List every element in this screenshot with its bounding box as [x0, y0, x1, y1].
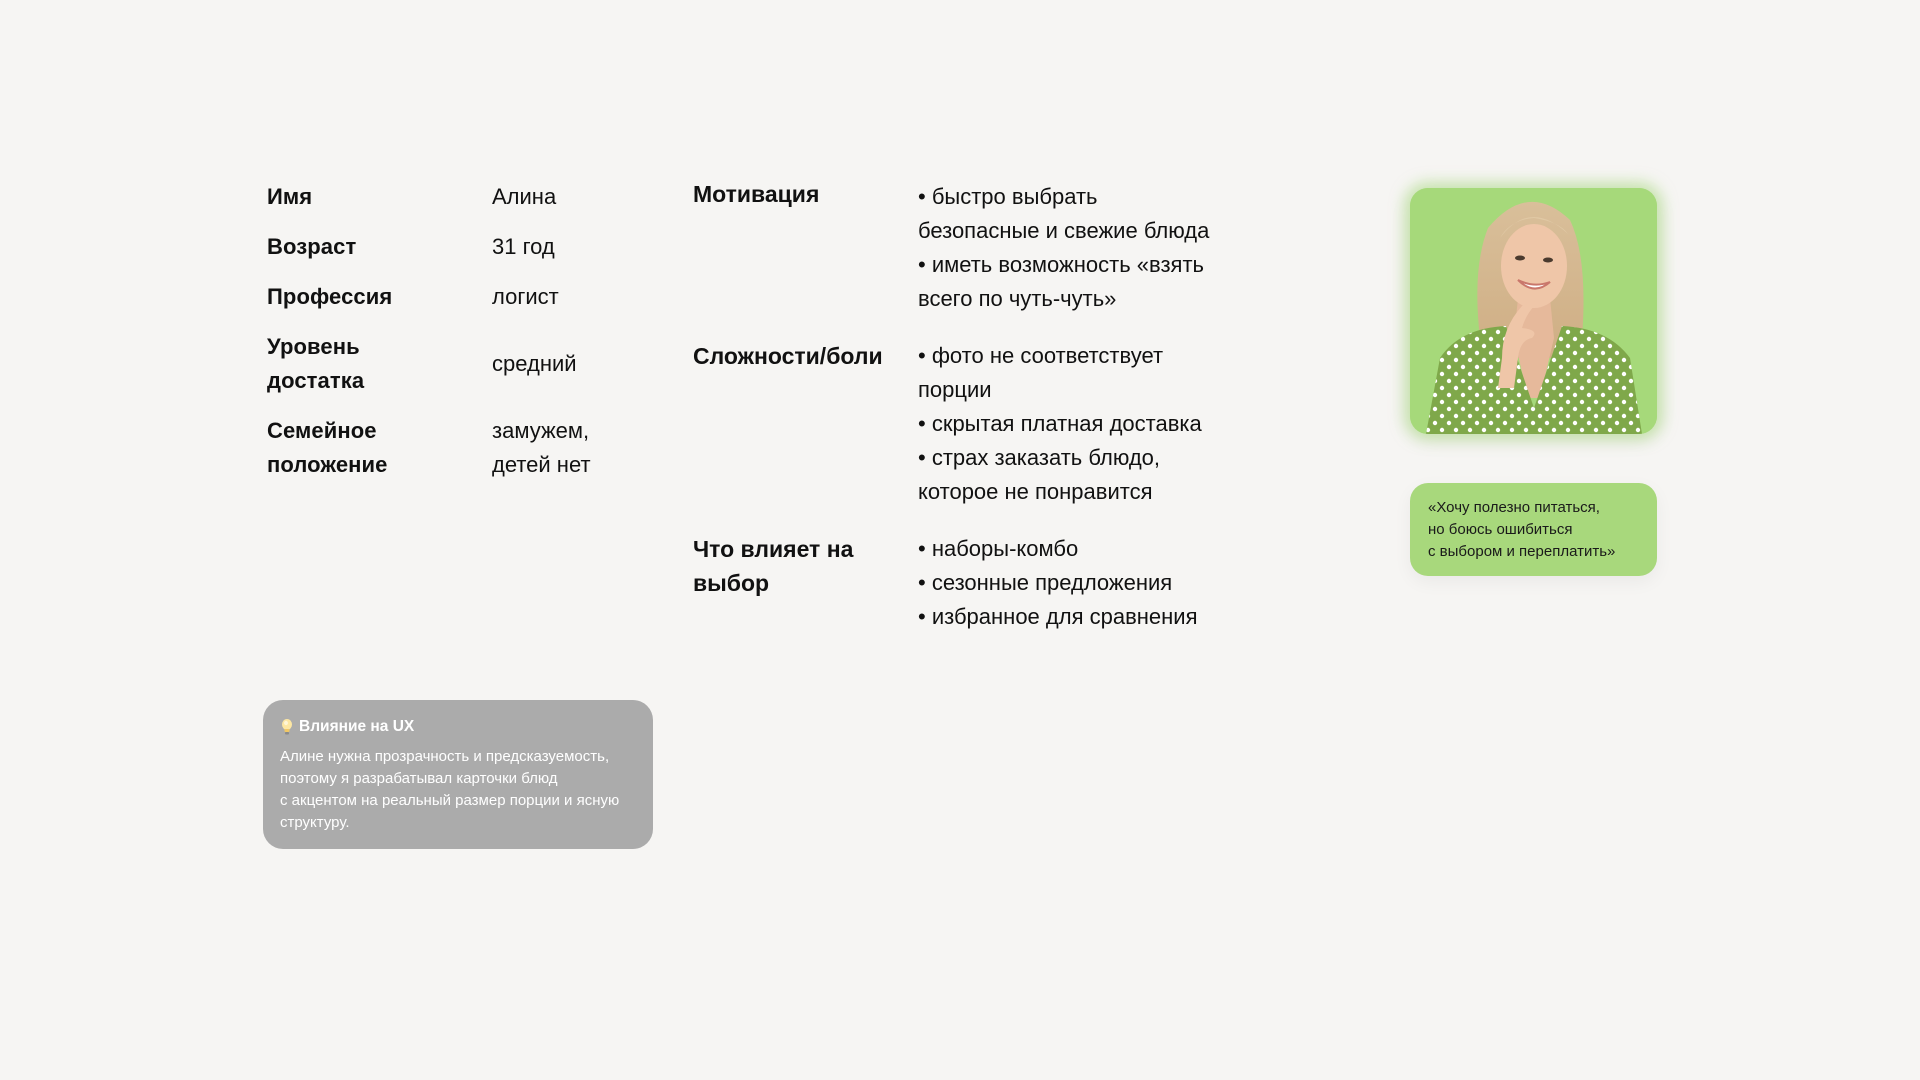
persona-attributes [693, 177, 1253, 657]
profile-table [267, 180, 627, 498]
profile-row-income [267, 330, 627, 398]
list-item: • быстро выбрать [918, 184, 1098, 209]
profile-value-line: замужем, [492, 418, 590, 443]
attribute-list [918, 180, 1228, 316]
list-item: • фото не соответствует [918, 343, 1164, 368]
attribute-title-line: Что влияет на [693, 536, 854, 562]
woman-portrait-image [1410, 188, 1657, 434]
ux-body-line: с акцентом на реальный размер порции и ясную [280, 792, 620, 809]
lightbulb-icon [280, 718, 294, 736]
quote-line: «Хочу полезно питаться, [1428, 499, 1600, 516]
attribute-motivation [693, 177, 1253, 316]
list-item: • иметь возможность «взять [918, 252, 1204, 277]
list-item-continuation: безопасные и свежие блюда [918, 218, 1210, 243]
attribute-list [918, 532, 1228, 634]
list-item: • сезонные предложения [918, 570, 1173, 595]
ux-body-line: структуру. [280, 814, 350, 831]
attribute-list [918, 339, 1228, 509]
ux-impact-title: Влияние на UX [299, 718, 415, 735]
list-item: • страх заказать блюдо, [918, 445, 1161, 470]
profile-value: средний [492, 351, 577, 376]
quote-line: с выбором и переплатить» [1428, 543, 1616, 560]
attribute-title [693, 532, 918, 634]
list-item: • избранное для сравнения [918, 604, 1198, 629]
attribute-title: Сложности/боли [693, 343, 883, 369]
ux-impact-header [280, 716, 636, 738]
profile-label: Имя [267, 184, 313, 209]
profile-value [492, 414, 591, 482]
quote-line: но боюсь ошибиться [1428, 521, 1573, 538]
profile-row-age [267, 230, 627, 264]
list-item: • скрытая платная доставка [918, 411, 1202, 436]
profile-row-profession [267, 280, 627, 314]
ux-impact-card [263, 700, 653, 849]
persona-quote [1410, 483, 1657, 576]
persona-photo [1410, 188, 1657, 434]
ux-body-line: Алине нужна прозрачность и предсказуемость, [280, 748, 610, 765]
list-item: • наборы-комбо [918, 536, 1079, 561]
profile-label-line: достатка [267, 368, 365, 393]
list-item-continuation: всего по чуть-чуть» [918, 286, 1117, 311]
profile-label-line: Семейное [267, 418, 377, 443]
ux-body-line: поэтому я разрабатывал карточки блюд [280, 770, 558, 787]
profile-value: логист [492, 284, 559, 309]
ux-impact-body [280, 746, 636, 834]
profile-row-name [267, 180, 627, 214]
profile-value: Алина [492, 184, 557, 209]
profile-label-line: Уровень [267, 334, 360, 359]
profile-value: 31 год [492, 234, 555, 259]
profile-label: Профессия [267, 284, 393, 309]
profile-label: Возраст [267, 234, 357, 259]
profile-label [267, 414, 492, 482]
attribute-pains [693, 339, 1253, 509]
profile-label [267, 330, 492, 398]
attribute-title: Мотивация [693, 181, 820, 207]
list-item-continuation: которое не понравится [918, 479, 1153, 504]
list-item-continuation: порции [918, 377, 992, 402]
attribute-choice-factors [693, 532, 1253, 634]
profile-label-line: положение [267, 452, 388, 477]
profile-value-line: детей нет [492, 452, 591, 477]
profile-row-family [267, 414, 627, 482]
attribute-title-line: выбор [693, 570, 770, 596]
